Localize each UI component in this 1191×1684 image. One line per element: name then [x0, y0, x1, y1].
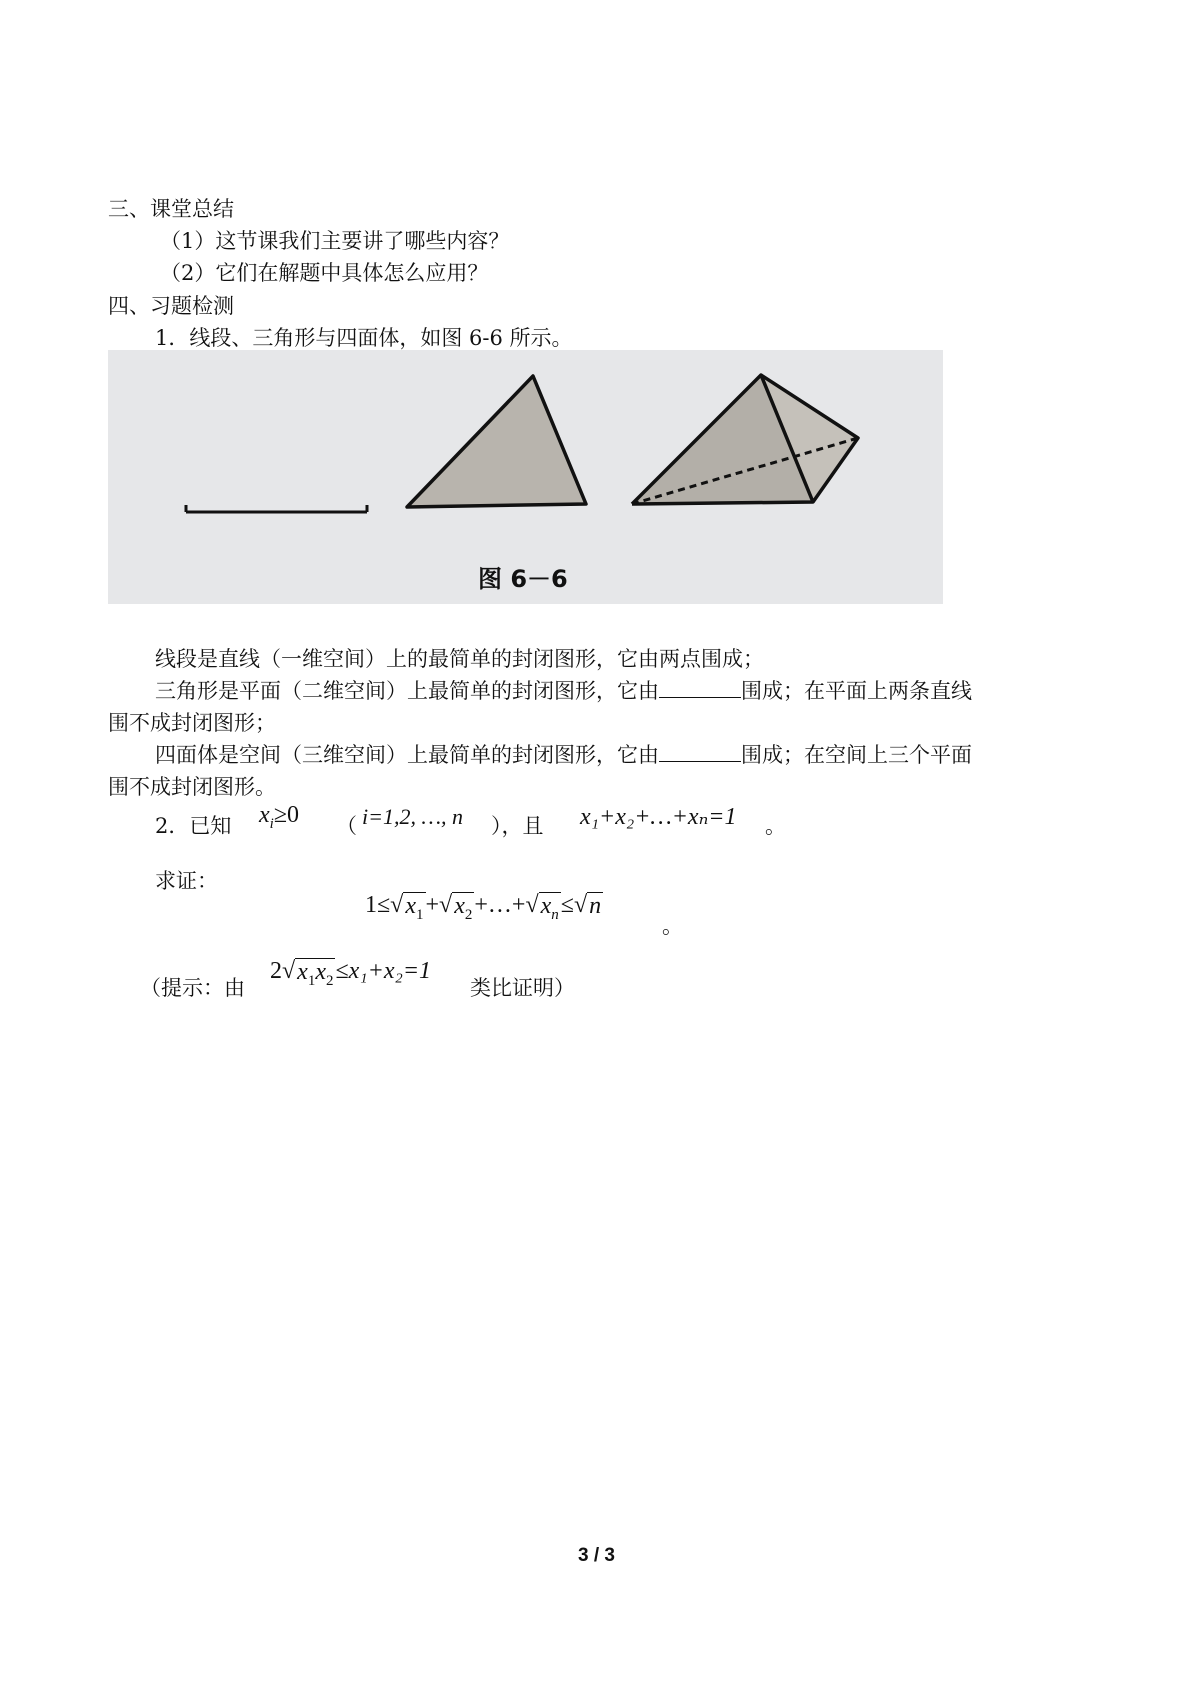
section-4-heading: 四、习题检测	[108, 294, 234, 318]
triangle-answer-blank[interactable]	[659, 677, 741, 698]
tetrahedron-shape	[632, 375, 858, 504]
segment-shape	[186, 505, 367, 512]
condition-formula: $x_i\ge 0$	[259, 802, 299, 832]
tetrahedron-text-b: 围成；在空间上三个平面	[741, 743, 972, 767]
paren-close: ），且	[491, 814, 544, 838]
triangle-text-b: 围成；在平面上两条直线	[741, 679, 972, 703]
segment-paragraph: 线段是直线（一维空间）上的最简单的封闭图形，它由两点围成；	[155, 647, 764, 671]
hint-suffix: 类比证明）	[470, 976, 575, 1000]
summary-question-1: （1）这节课我们主要讲了哪些内容？	[160, 229, 510, 253]
tetrahedron-text-a: 四面体是空间（三维空间）上最简单的封闭图形，它由	[155, 743, 659, 767]
triangle-text-a: 三角形是平面（二维空间）上最简单的封闭图形，它由	[155, 679, 659, 703]
index-range-formula: i=1,2, …, n	[362, 804, 464, 829]
section-3-heading: 三、课堂总结	[108, 197, 234, 221]
hint-prefix: （提示：由	[140, 976, 245, 1000]
prove-label: 求证：	[155, 869, 218, 893]
exercise-2-period: 。	[765, 814, 786, 838]
triangle-paragraph-cont: 围不成封闭图形；	[108, 711, 276, 735]
paren-open: （	[336, 814, 357, 838]
page-number: 3 / 3	[578, 1545, 615, 1566]
prove-period: 。	[662, 914, 683, 938]
exercise-2-prefix: 2．已知	[155, 814, 232, 838]
hint-formula: 2 √ $x_1x_2$ ≤x₁+x₂=1	[270, 958, 432, 989]
tetrahedron-answer-blank[interactable]	[659, 741, 741, 762]
exercise-1-text: 1．线段、三角形与四面体，如图 6-6 所示。	[155, 326, 573, 350]
figure-caption: 图 6－6	[478, 565, 568, 593]
triangle-shape	[407, 376, 586, 507]
triangle-paragraph	[155, 675, 972, 705]
tetrahedron-paragraph	[155, 739, 972, 769]
figure-6-6	[108, 350, 943, 604]
summary-question-2: （2）它们在解题中具体怎么应用？	[160, 261, 489, 285]
tetrahedron-paragraph-cont: 围不成封闭图形。	[108, 775, 276, 799]
inequality-formula: 1≤ √ $x_1$ + √ $x_2$ +…+ √ $x_n$ ≤ √ n	[365, 892, 602, 923]
sum-condition-formula: x₁+x₂+…+xₙ=1	[580, 804, 737, 830]
